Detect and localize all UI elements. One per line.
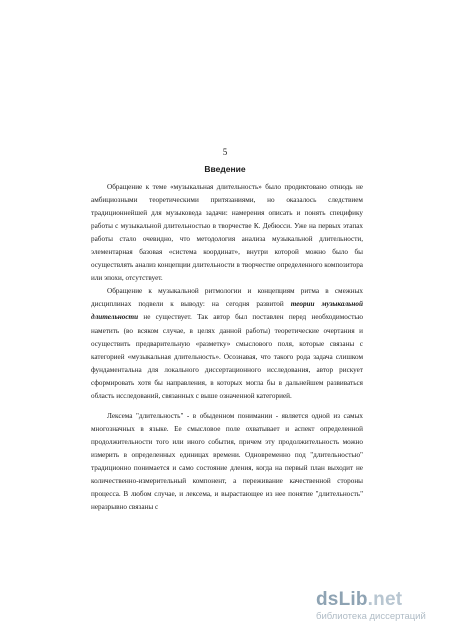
- paragraph-1: [91, 181, 363, 285]
- dslib-logo: dsLib.net: [316, 589, 403, 610]
- dslib-watermark: [316, 590, 436, 622]
- paragraph-3: [91, 410, 363, 514]
- paragraph-2-term: теории музыкальной длительности: [91, 300, 364, 322]
- paragraph-2-text-start: Обращение к музыкальной ритмологии и концепциям ритма в смежных дисциплинах подвели к выводу: на сегодня развитой: [91, 287, 363, 309]
- page-number: 5: [222, 147, 228, 157]
- body-text: [91, 181, 363, 514]
- paragraph-2-text-end: не существует. Так автор был поставлен перед необходимостью наметить (во всяком случае, в целях данной работы) теоретические очертания и осуществить предварительную «разметку» смыслового поля, которые связаны с категорией «музыкальная длительность». Осознавая, что такого рода задача слишком фундаментальна для локального диссертационного исследования, автор рискует сформировать хотя бы направления, в которых могла бы в дальнейшем развиваться область исследований, связанных с выше означенной категорией.: [91, 313, 363, 400]
- paragraph-3-text: Лексема "длительность" - в обыденном понимании - является одной из самых многозначных в языке. Ее смысловое поле охватывает и аспект определенной продолжительности того или иного события, причем эту продолжительность можно измерить в определенных единицах времени. Одновременно под "длительностью" традиционно понимается и само состояние дления, когда на первый план выходит не количественно-измерительный компонент, а переживание качественной стороны процесса. В любом случае, и лексема, и вырастающее из нее понятие "длительность" неразрывно связаны с: [91, 411, 363, 512]
- section-heading: Введение: [204, 164, 246, 174]
- paragraph-1-text: Обращение к теме «музыкальная длительность» было продиктовано отнюдь не амбициозными теоретическими притязаниями, но оказалось следствием традиционнейшей для музыковеда задачи: намерения описать и понять специфику работы с музыкальной длительностью в творчестве К. Дебюсси. Уже на первых этапах работы стало очевидно, что методология анализа музыкальной длительности, элементарная базовая «система координат», внутри которой можно было бы осуществлять анализ концепции длительности в творчестве определенного композитора или эпохи, отсутствует.: [91, 183, 363, 283]
- paragraph-2: [91, 285, 363, 402]
- dslib-caption: библиотека диссертаций: [316, 611, 426, 622]
